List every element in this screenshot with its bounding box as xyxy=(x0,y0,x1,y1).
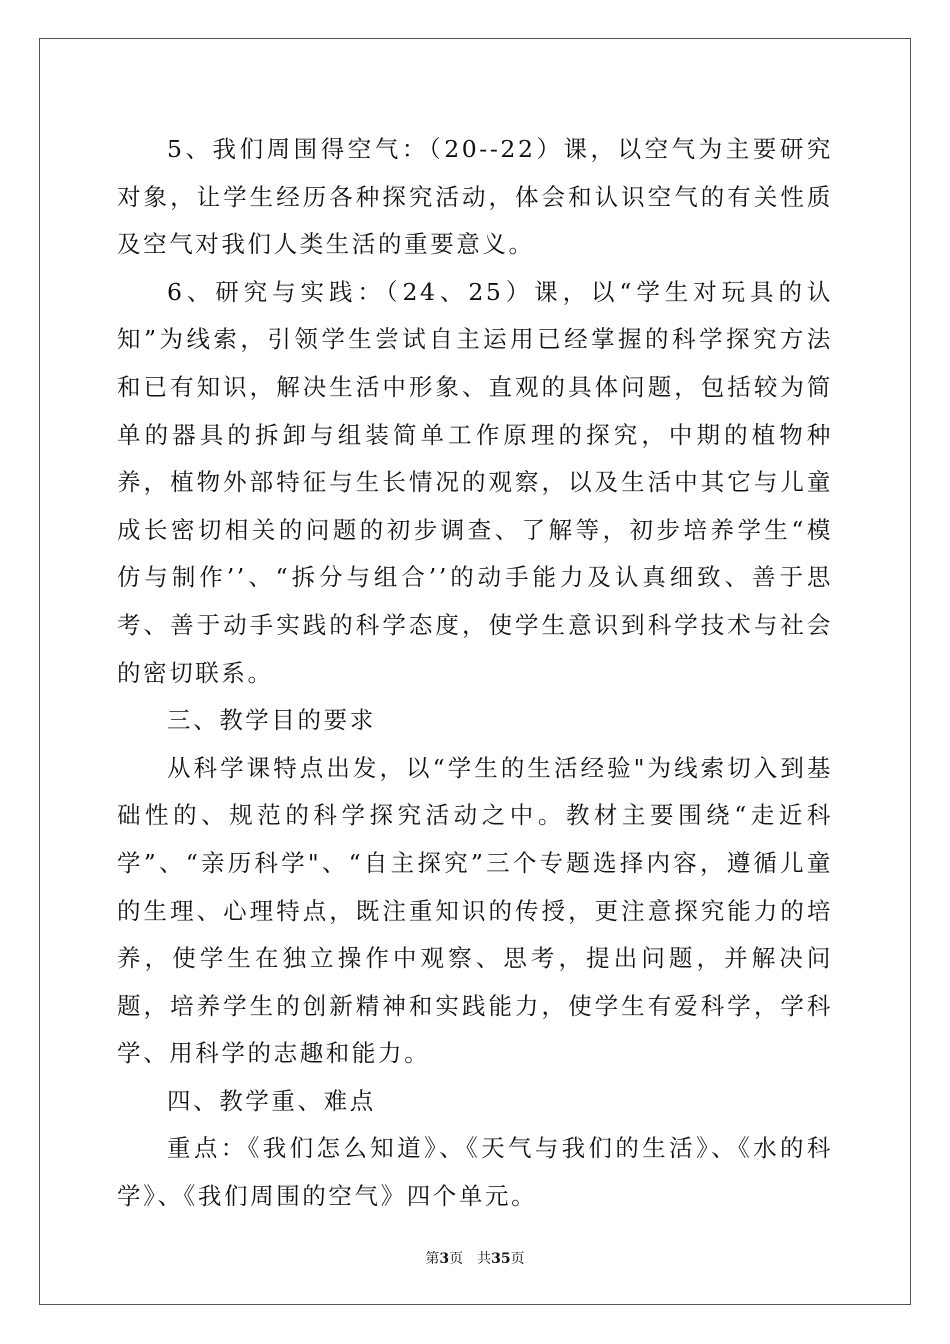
document-body xyxy=(117,126,833,1221)
total-page-number: 35 xyxy=(491,1251,511,1267)
paragraph-key-points: 重点：《我们怎么知道》、《天气与我们的生活》、《水的科学》、《我们周围的空气》四个单元。 xyxy=(117,1134,833,1211)
current-page-number: 3 xyxy=(439,1251,450,1267)
heading-key-points: 四、教学重、难点 xyxy=(167,1086,376,1115)
heading-teaching-goals: 三、教学目的要求 xyxy=(167,706,376,735)
footer-middle: 页 共 xyxy=(449,1251,492,1267)
page-footer xyxy=(0,1248,950,1268)
paragraph-air-unit: 5、我们周围得空气：（20--22）课，以空气为主要研究对象，让学生经历各种探究活动，体会和认识空气的有关性质及空气对我们人类生活的重要意义。 xyxy=(117,135,833,259)
footer-prefix: 第 xyxy=(425,1251,440,1267)
paragraph-teaching-goals: 从科学课特点出发，以“学生的生活经验"为线索切入到基础性的、规范的科学探究活动之中。教材主要围绕“走近科学”、“亲历科学"、“自主探究”三个专题选择内容，遵循儿童的生理、心理特点，既注重知识的传授，更注意探究能力的培养，使学生在独立操作中观察、思考，提出问题，并解决问题，培养学生的创新精神和实践能力，使学生有爱科学，学科学、用科学的志趣和能力。 xyxy=(117,753,833,1068)
footer-suffix: 页 xyxy=(510,1251,525,1267)
paragraph-research-practice: 6、研究与实践：（24、25）课，以“学生对玩具的认知”为线索，引领学生尝试自主运用已经掌握的科学探究方法和已有知识，解决生活中形象、直观的具体问题，包括较为简单的器具的拆卸与组装简单工作原理的探究，中期的植物种养，植物外部特征与生长情况的观察，以及生活中其它与儿童成长密切相关的问题的初步调查、了解等，初步培养学生“模仿与制作’’、“拆分与组合’’的动手能力及认真细致、善于思考、善于动手实践的科学态度，使学生意识到科学技术与社会的密切联系。 xyxy=(117,277,833,687)
